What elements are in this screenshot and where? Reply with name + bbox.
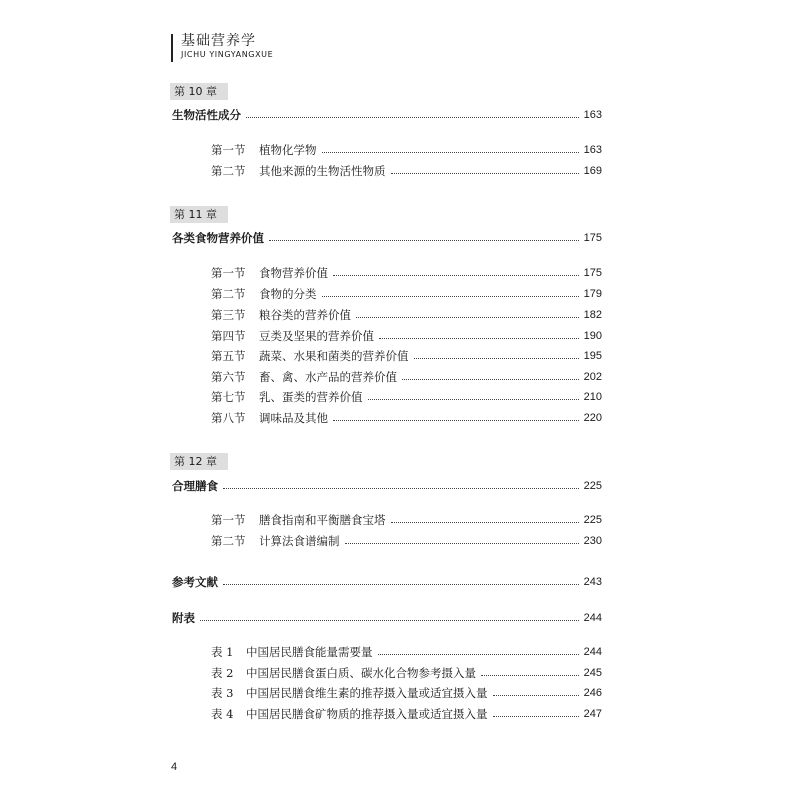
page-number: 175 — [583, 266, 602, 279]
toc-section[interactable] — [211, 264, 602, 281]
section-number: 第五节 — [211, 348, 246, 363]
references-title: 参考文献 — [172, 574, 218, 589]
chapter-title: 各类食物营养价值 — [172, 230, 264, 245]
page-number: 210 — [583, 390, 602, 403]
section-title: 蔬菜、水果和菌类的营养价值 — [259, 348, 409, 363]
toc-chapter-11[interactable] — [172, 229, 602, 246]
toc-section[interactable] — [211, 162, 602, 179]
page-number: 245 — [583, 666, 602, 679]
toc-appendix-table[interactable] — [211, 664, 602, 681]
section-title: 豆类及坚果的营养价值 — [259, 328, 374, 343]
dot-leader — [223, 488, 579, 489]
section-title: 乳、蛋类的营养价值 — [259, 389, 363, 404]
section-title: 食物营养价值 — [259, 265, 328, 280]
toc-chapter-12[interactable] — [172, 477, 602, 494]
book-title: 基础营养学 — [181, 33, 256, 49]
page-number: 169 — [583, 164, 602, 177]
toc-section[interactable] — [211, 368, 602, 385]
section-number: 第一节 — [211, 142, 246, 157]
page-number: 247 — [583, 707, 602, 720]
toc-chapter-10[interactable] — [172, 106, 602, 123]
page-number: 195 — [583, 349, 602, 362]
toc-section[interactable] — [211, 532, 602, 549]
dot-leader — [391, 173, 579, 174]
dot-leader — [391, 522, 579, 523]
page-number: 225 — [583, 513, 602, 526]
chapter-10-badge: 第 10 章 — [170, 83, 228, 100]
section-number: 第二节 — [211, 286, 246, 301]
dot-leader — [368, 399, 579, 400]
section-title: 粮谷类的营养价值 — [259, 307, 351, 322]
page-number: 163 — [583, 143, 602, 156]
table-number: 表 3 — [211, 685, 234, 700]
dot-leader — [322, 296, 579, 297]
page-number: 202 — [583, 370, 602, 383]
dot-leader — [246, 117, 579, 118]
toc-section[interactable] — [211, 388, 602, 405]
page-number: 246 — [583, 686, 602, 699]
chapter-12-badge: 第 12 章 — [170, 453, 228, 470]
table-title: 中国居民膳食矿物质的推荐摄入量或适宜摄入量 — [246, 706, 488, 721]
page-number: 182 — [583, 308, 602, 321]
section-number: 第一节 — [211, 512, 246, 527]
toc-section[interactable] — [211, 306, 602, 323]
page-number: 220 — [583, 411, 602, 424]
page-number: 230 — [583, 534, 602, 547]
dot-leader — [345, 543, 579, 544]
dot-leader — [356, 317, 579, 318]
toc-section[interactable] — [211, 347, 602, 364]
dot-leader — [379, 338, 579, 339]
dot-leader — [493, 716, 579, 717]
section-number: 第六节 — [211, 369, 246, 384]
section-number: 第一节 — [211, 265, 246, 280]
toc-references[interactable] — [172, 573, 602, 590]
dot-leader — [223, 584, 579, 585]
running-header — [171, 34, 273, 62]
dot-leader — [200, 620, 579, 621]
toc-appendix-table[interactable] — [211, 684, 602, 701]
chapter-title: 合理膳食 — [172, 478, 218, 493]
section-number: 第八节 — [211, 410, 246, 425]
dot-leader — [322, 152, 579, 153]
table-number: 表 4 — [211, 706, 234, 721]
section-title: 膳食指南和平衡膳食宝塔 — [259, 512, 386, 527]
table-title: 中国居民膳食维生素的推荐摄入量或适宜摄入量 — [246, 685, 488, 700]
dot-leader — [414, 358, 579, 359]
table-number: 表 2 — [211, 665, 234, 680]
toc-section[interactable] — [211, 511, 602, 528]
dot-leader — [481, 675, 579, 676]
toc-appendix-table[interactable] — [211, 705, 602, 722]
section-number: 第四节 — [211, 328, 246, 343]
dot-leader — [333, 420, 579, 421]
dot-leader — [493, 695, 579, 696]
dot-leader — [402, 379, 579, 380]
section-number: 第二节 — [211, 533, 246, 548]
section-number: 第三节 — [211, 307, 246, 322]
dot-leader — [269, 240, 579, 241]
page-number: 190 — [583, 329, 602, 342]
section-title: 植物化学物 — [259, 142, 317, 157]
page-number: 243 — [583, 575, 602, 588]
page-number: 163 — [583, 108, 602, 121]
dot-leader — [333, 275, 579, 276]
page-number: 244 — [583, 645, 602, 658]
appendix-title: 附表 — [172, 610, 195, 625]
dot-leader — [378, 654, 579, 655]
chapter-11-badge: 第 11 章 — [170, 206, 228, 223]
table-number: 表 1 — [211, 644, 234, 659]
toc-section[interactable] — [211, 285, 602, 302]
chapter-title: 生物活性成分 — [172, 107, 241, 122]
section-number: 第二节 — [211, 163, 246, 178]
toc-section[interactable] — [211, 409, 602, 426]
section-title: 其他来源的生物活性物质 — [259, 163, 386, 178]
book-title-pinyin: JICHU YINGYANGXUE — [181, 50, 274, 59]
section-number: 第七节 — [211, 389, 246, 404]
table-title: 中国居民膳食能量需要量 — [246, 644, 373, 659]
toc-section[interactable] — [211, 327, 602, 344]
toc-appendix-table[interactable] — [211, 643, 602, 660]
section-title: 计算法食谱编制 — [259, 533, 340, 548]
toc-appendix[interactable] — [172, 609, 602, 626]
section-title: 调味品及其他 — [259, 410, 328, 425]
toc-section[interactable] — [211, 141, 602, 158]
section-title: 食物的分类 — [259, 286, 317, 301]
page-folio: 4 — [171, 761, 178, 773]
page-number: 175 — [583, 231, 602, 244]
section-title: 畜、禽、水产品的营养价值 — [259, 369, 397, 384]
page-number: 244 — [583, 611, 602, 624]
page-number: 179 — [583, 287, 602, 300]
table-title: 中国居民膳食蛋白质、碳水化合物参考摄入量 — [246, 665, 476, 680]
page-number: 225 — [583, 479, 602, 492]
